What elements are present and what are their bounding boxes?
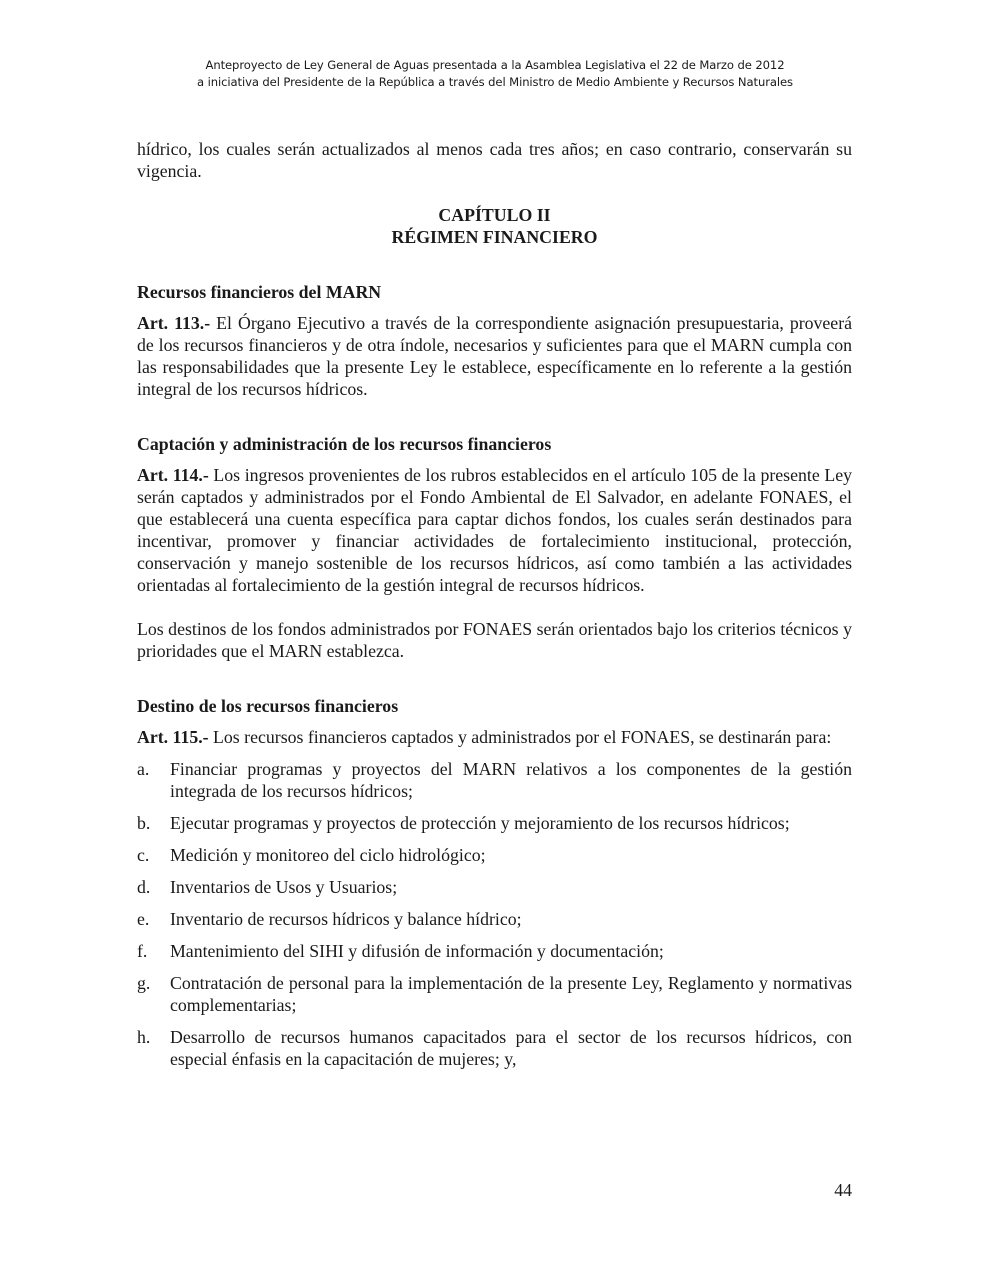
list-item-mark: b.	[137, 813, 151, 833]
art113-heading: Recursos financieros del MARN	[137, 282, 382, 302]
list-item	[137, 812, 852, 834]
art115-heading: Destino de los recursos financieros	[137, 696, 399, 716]
list-item-mark: c.	[137, 845, 150, 865]
art113-text: El Órgano Ejecutivo a través de la correspondiente asignación presupuestaria, proveerá de los recursos financieros y de otra índole, necesarios y suficientes para que el MARN cumpla con las responsabilidades que la presente Ley le establece, específicamente en lo referente a la gestión integral de los recursos hídricos.	[137, 313, 853, 399]
list-item-text: Desarrollo de recursos humanos capacitados para el sector de los recursos hídricos, con especial énfasis en la capacitación de mujeres; y,	[170, 1027, 852, 1069]
header-line-1: Anteproyecto de Ley General de Aguas presentada a la Asamblea Legislativa el 22 de Marzo de 2012	[205, 58, 785, 72]
list-item-text: Inventario de recursos hídricos y balance hídrico;	[170, 909, 522, 929]
art113-paragraph	[137, 312, 852, 400]
art115-paragraph	[137, 726, 852, 748]
list-item-text: Financiar programas y proyectos del MARN relativos a los componentes de la gestión integrada de los recursos hídricos;	[170, 759, 852, 801]
art114-label: Art. 114.-	[137, 465, 209, 485]
list-item-mark: g.	[137, 973, 151, 993]
list-item-text: Inventarios de Usos y Usuarios;	[170, 877, 398, 897]
page-header	[0, 57, 990, 91]
list-item	[137, 972, 852, 1016]
list-item	[137, 908, 852, 930]
list-item	[137, 940, 852, 962]
list-item-mark: a.	[137, 759, 150, 779]
intro-paragraph: hídrico, los cuales serán actualizados al menos cada tres años; en caso contrario, conservarán su vigencia.	[137, 139, 852, 181]
chapter-number: CAPÍTULO II	[438, 205, 551, 225]
art115-list	[137, 758, 852, 1070]
list-item	[137, 876, 852, 898]
art114-heading: Captación y administración de los recursos financieros	[137, 434, 552, 454]
list-item-text: Ejecutar programas y proyectos de protección y mejoramiento de los recursos hídricos;	[170, 813, 790, 833]
art114-text: Los ingresos provenientes de los rubros establecidos en el artículo 105 de la presente Ley serán captados y administrados por el Fondo Ambiental de El Salvador, en adelante FONAES, el que establecerá una cuenta específica para captar dichos fondos, los cuales serán destinados para incentivar, promover y financiar actividades de fortalecimiento institucional, protección, conservación y manejo sostenible de los recursos hídricos, así como también a las actividades orientadas al fortalecimiento de la gestión integral de recursos hídricos.	[137, 465, 852, 595]
chapter-title: RÉGIMEN FINANCIERO	[391, 227, 598, 247]
list-item-mark: f.	[137, 941, 148, 961]
list-item-text: Medición y monitoreo del ciclo hidrológico;	[170, 845, 486, 865]
art115-label: Art. 115.-	[137, 727, 209, 747]
art115-text: Los recursos financieros captados y administrados por el FONAES, se destinarán para:	[208, 727, 832, 747]
art113-label: Art. 113.-	[137, 313, 211, 333]
art114-paragraph	[137, 464, 852, 596]
list-item	[137, 758, 852, 802]
list-item-mark: d.	[137, 877, 151, 897]
list-item	[137, 844, 852, 866]
list-item	[137, 1026, 852, 1070]
list-item-text: Contratación de personal para la implementación de la presente Ley, Reglamento y normativas complementarias;	[170, 973, 852, 1015]
list-item-mark: e.	[137, 909, 150, 929]
header-line-2: a iniciativa del Presidente de la República a través del Ministro de Medio Ambiente y Recursos Naturales	[197, 75, 793, 89]
list-item-mark: h.	[137, 1027, 151, 1047]
document-body	[137, 138, 852, 1080]
page-number: 44	[834, 1180, 852, 1200]
list-item-text: Mantenimiento del SIHI y difusión de información y documentación;	[170, 941, 664, 961]
art114-paragraph-2: Los destinos de los fondos administrados por FONAES serán orientados bajo los criterios técnicos y prioridades que el MARN establezca.	[137, 619, 852, 661]
